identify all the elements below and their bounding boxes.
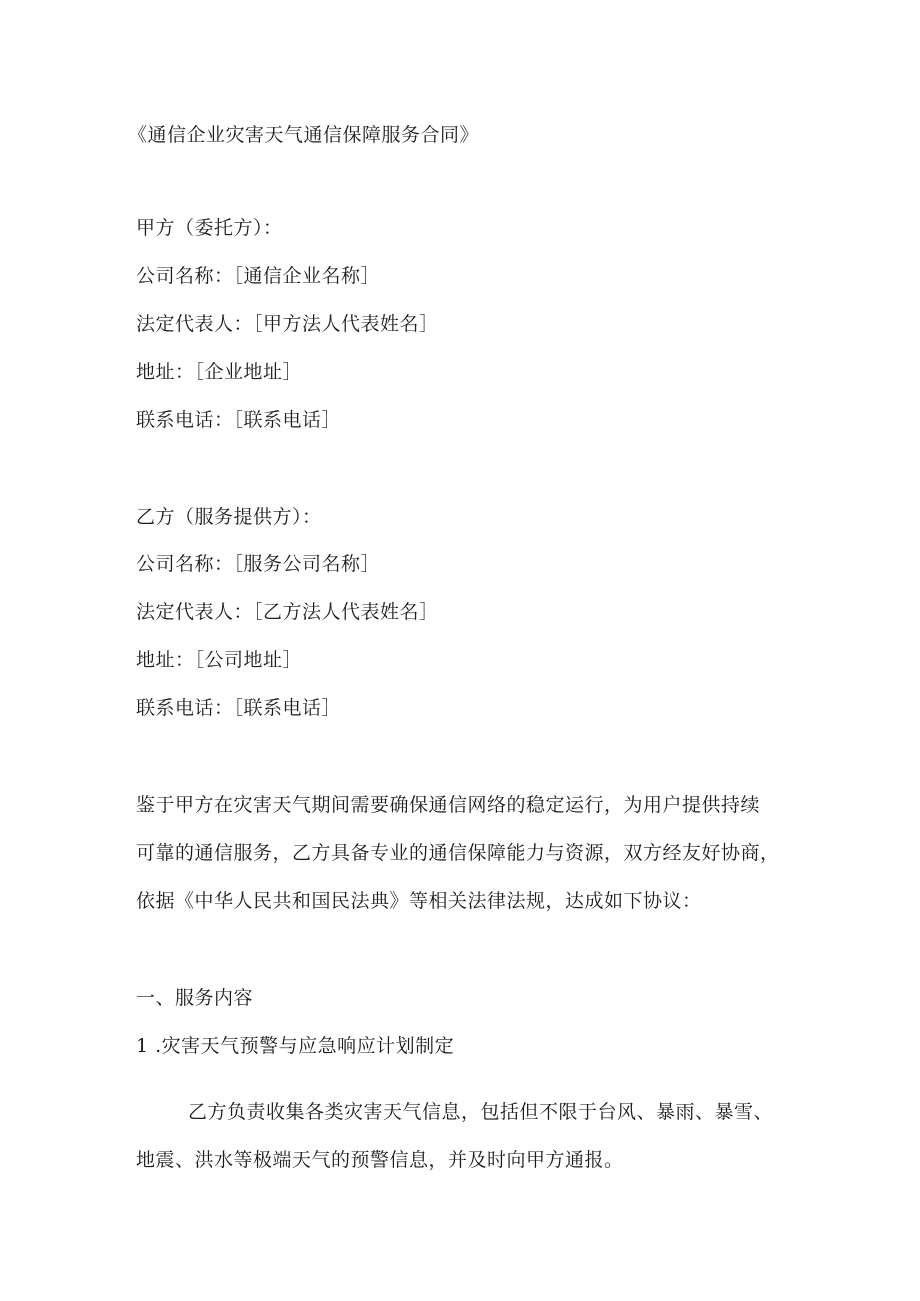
preamble-line: 鉴于甲方在灾害天气期间需要确保通信网络的稳定运行，为用户提供持续 (136, 794, 761, 816)
party-a-phone: 联系电话：［联系电话］ (136, 409, 342, 431)
party-b-address: 地址：［公司地址］ (136, 649, 303, 671)
preamble-line: 可靠的通信服务，乙方具备专业的通信保障能力与资源，双方经友好协商， (136, 842, 780, 864)
section-heading: 一、服务内容 (136, 987, 254, 1009)
party-b-legal-rep: 法定代表人：［乙方法人代表姓名］ (136, 601, 439, 623)
party-b-heading: 乙方（服务提供方）： (136, 506, 322, 528)
party-b-phone: 联系电话：［联系电话］ (136, 697, 342, 719)
party-a-company: 公司名称：［通信企业名称］ (136, 265, 381, 287)
party-a-legal-rep: 法定代表人：［甲方法人代表姓名］ (136, 313, 439, 335)
paragraph-line: 乙方负责收集各类灾害天气信息，包括但不限于台风、暴雨、暴雪、 (188, 1101, 774, 1123)
party-b-company: 公司名称：［服务公司名称］ (136, 553, 381, 575)
section-item-heading: 1 .灾害天气预警与应急响应计划制定 (136, 1035, 455, 1057)
paragraph-line: 地震、洪水等极端天气的预警信息，并及时向甲方通报。 (136, 1149, 624, 1171)
preamble-line: 依据《中华人民共和国民法典》等相关法律法规，达成如下协议： (136, 890, 702, 912)
document-title: 《通信企业灾害天气通信保障服务合同》 (128, 124, 480, 146)
party-a-address: 地址：［企业地址］ (136, 361, 303, 383)
party-a-heading: 甲方（委托方）： (136, 217, 283, 239)
